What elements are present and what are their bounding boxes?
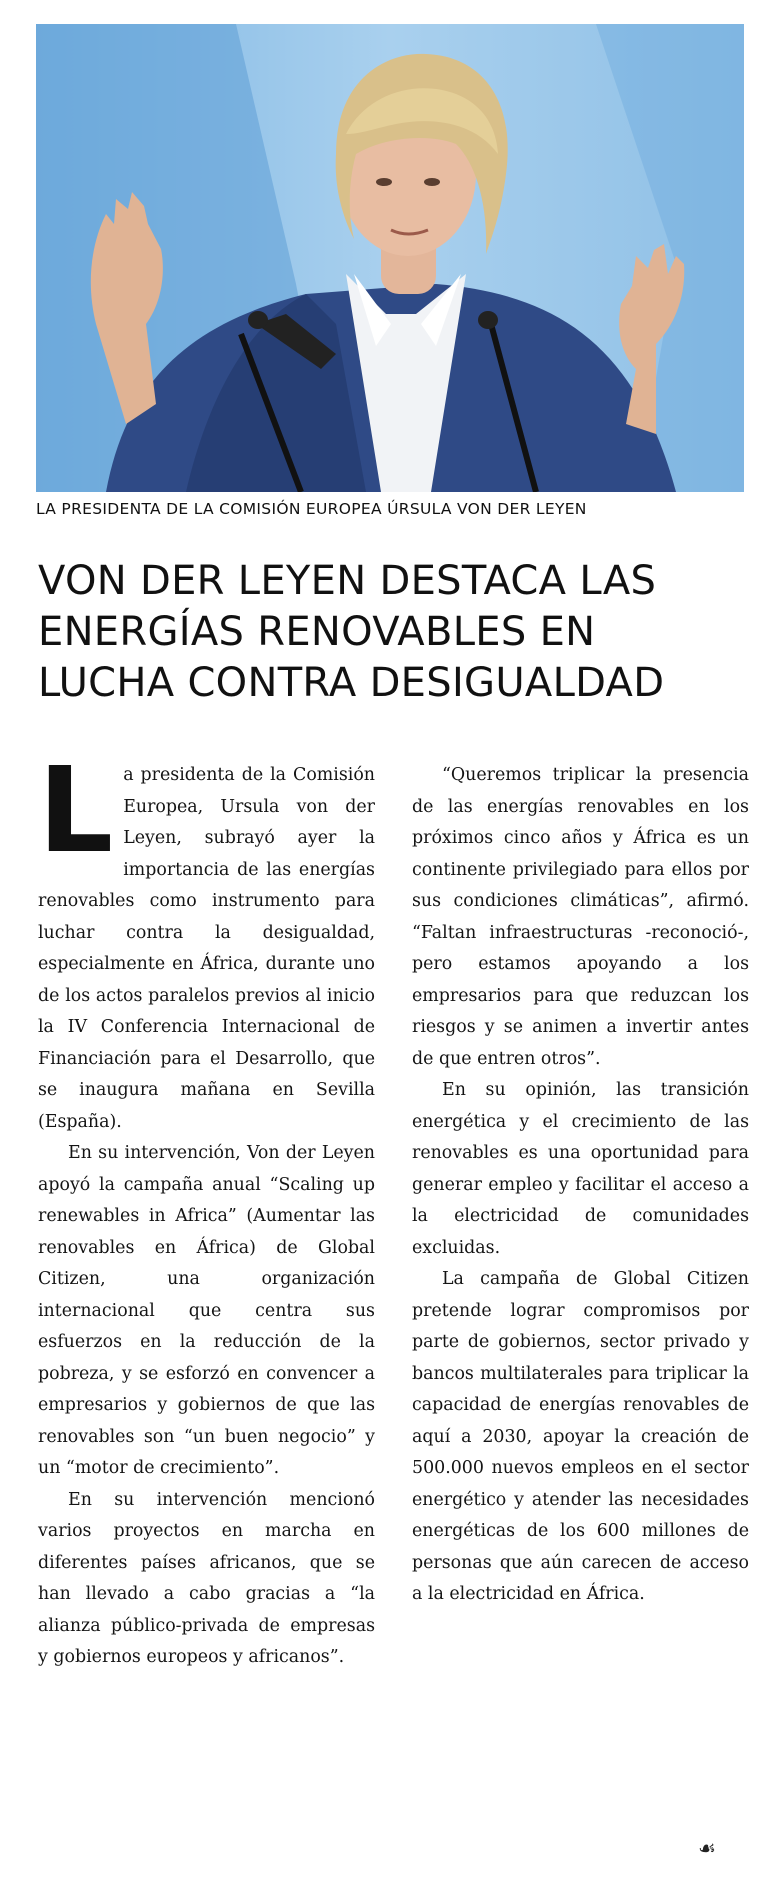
article-paragraph: La campaña de Global Citizen pretende lograr compromisos por parte de gobiernos, sector privado y bancos multilaterales para triplicar la capacidad de energías renovables de aquí a 2030, apoyar la creación de 500.000 nuevos empleos en el sector energético y atender las necesidades energéticas de los 600 millones de personas que aún carecen de acceso a la electricidad en África. xyxy=(412,1269,749,1604)
article-paragraph: En su opinión, las transición energética y el crecimiento de las renovables es una oportunidad para generar empleo y facilitar el acceso a la electricidad de comunidades excluidas. xyxy=(412,1080,749,1258)
article-paragraph xyxy=(38,741,375,1138)
article-headline: VON DER LEYEN DESTACA LAS ENERGÍAS RENOVABLES EN LUCHA CONTRA DESIGUALDAD xyxy=(38,558,665,706)
article-paragraph: En su intervención, Von der Leyen apoyó la campaña anual “Scaling up renewables in Africa” (Aumentar las renovables en África) de Global Citizen, una organización internacional que centra sus esfuerzos en la reducción de la pobreza, y se esforzó en convencer a empresarios y gobiernos de que las renovables son “un buen negocio” y un “motor de crecimiento”. xyxy=(38,1143,375,1478)
article-paragraph: “Queremos triplicar la presencia de las energías renovables en los próximos cinco años y África es un continente privilegiado para ellos por sus condiciones climáticas”, afirmó. “Faltan infraestructuras -reconoció-, pero estamos apoyando a los empresarios para que reduzcan los riesgos y se animen a invertir antes de que entren otros”. xyxy=(412,765,749,1069)
photo-illustration xyxy=(36,24,744,492)
article-paragraph: En su intervención mencionó varios proyectos en marcha en diferentes países africanos, que se han llevado a cabo gracias a “la alianza público-privada de empresas y gobiernos europeos y africanos”. xyxy=(38,1489,375,1667)
article-column-right xyxy=(412,760,749,1611)
photo-caption: LA PRESIDENTA DE LA COMISIÓN EUROPEA ÚRSULA VON DER LEYEN xyxy=(36,500,587,518)
article-column-left xyxy=(38,741,375,1674)
paragraph-text: a presidenta de la Comisión Europea, Ursula von der Leyen, subrayó ayer la importancia de las energías renovables como instrumento para luchar contra la desigualdad, especialmente en África, durante uno de los actos paralelos previos al inicio la IV Conferencia Internacional de Financiación para el Desarrollo, que se inaugura mañana en Sevilla (España). xyxy=(38,765,375,1132)
drop-cap: L xyxy=(38,741,114,879)
article-photo xyxy=(36,24,744,492)
end-mark-icon: ☙ xyxy=(698,1836,716,1860)
